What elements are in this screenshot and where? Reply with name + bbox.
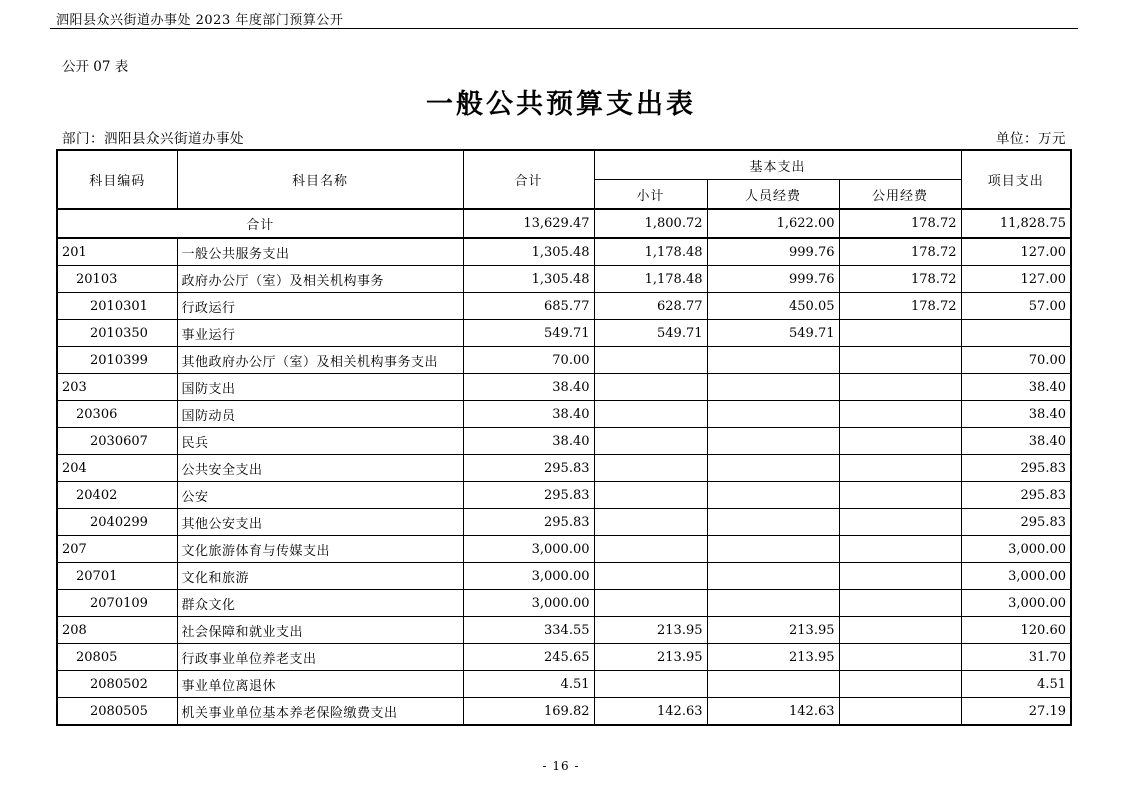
cell-personnel [707, 509, 839, 536]
subject-name: 公安 [177, 482, 463, 509]
col-header-project: 项目支出 [961, 150, 1071, 209]
cell-total: 295.83 [463, 482, 594, 509]
cell-public [839, 536, 961, 563]
cell-public [839, 617, 961, 644]
page-number: - 16 - [542, 759, 580, 773]
cell-subtotal: 1,178.48 [594, 238, 707, 266]
cell-total: 169.82 [463, 698, 594, 726]
subject-name: 民兵 [177, 428, 463, 455]
cell-project: 27.19 [961, 698, 1071, 726]
cell-public: 178.72 [839, 293, 961, 320]
subject-code: 208 [57, 617, 177, 644]
cell-project: 38.40 [961, 428, 1071, 455]
table-row [57, 320, 1071, 347]
cell-public [839, 320, 961, 347]
cell-personnel [707, 563, 839, 590]
cell-subtotal [594, 563, 707, 590]
col-header-basic: 基本支出 [594, 150, 961, 180]
header-rule [50, 28, 1078, 29]
cell-project: 31.70 [961, 644, 1071, 671]
cell-project: 38.40 [961, 401, 1071, 428]
subject-code: 20306 [57, 401, 177, 428]
cell-total: 4.51 [463, 671, 594, 698]
cell-public [839, 563, 961, 590]
subject-name: 社会保障和就业支出 [177, 617, 463, 644]
subject-code: 20402 [57, 482, 177, 509]
cell-project: 57.00 [961, 293, 1071, 320]
cell-total: 38.40 [463, 428, 594, 455]
cell-total: 70.00 [463, 347, 594, 374]
total-total: 13,629.47 [463, 209, 594, 238]
cell-subtotal [594, 401, 707, 428]
cell-total: 549.71 [463, 320, 594, 347]
col-header-total: 合计 [463, 150, 594, 209]
table-row [57, 266, 1071, 293]
subject-code: 20805 [57, 644, 177, 671]
cell-public [839, 590, 961, 617]
budget-table [56, 149, 1072, 726]
cell-subtotal [594, 482, 707, 509]
table-row [57, 536, 1071, 563]
table-row [57, 698, 1071, 726]
table-row [57, 428, 1071, 455]
cell-public [839, 509, 961, 536]
subject-code: 2010301 [57, 293, 177, 320]
cell-subtotal [594, 509, 707, 536]
cell-personnel: 213.95 [707, 617, 839, 644]
cell-total: 38.40 [463, 374, 594, 401]
subject-code: 20701 [57, 563, 177, 590]
subject-code: 203 [57, 374, 177, 401]
subject-code: 204 [57, 455, 177, 482]
document-header: 泗阳县众兴街道办事处 2023 年度部门预算公开 [56, 13, 344, 28]
table-row [57, 347, 1071, 374]
total-label: 合计 [57, 209, 463, 238]
cell-total: 295.83 [463, 455, 594, 482]
subject-name: 其他政府办公厅（室）及相关机构事务支出 [177, 347, 463, 374]
cell-personnel [707, 374, 839, 401]
cell-personnel: 142.63 [707, 698, 839, 726]
cell-personnel: 450.05 [707, 293, 839, 320]
cell-total: 3,000.00 [463, 590, 594, 617]
cell-project: 295.83 [961, 509, 1071, 536]
cell-total: 685.77 [463, 293, 594, 320]
cell-project: 295.83 [961, 482, 1071, 509]
col-header-code: 科目编码 [57, 150, 177, 209]
cell-personnel: 549.71 [707, 320, 839, 347]
cell-project: 3,000.00 [961, 590, 1071, 617]
total-personnel: 1,622.00 [707, 209, 839, 238]
total-row [57, 209, 1071, 238]
table-row [57, 509, 1071, 536]
cell-project: 3,000.00 [961, 563, 1071, 590]
cell-subtotal: 628.77 [594, 293, 707, 320]
table-row [57, 238, 1071, 266]
cell-project: 295.83 [961, 455, 1071, 482]
cell-subtotal: 142.63 [594, 698, 707, 726]
subject-code: 207 [57, 536, 177, 563]
subject-name: 事业运行 [177, 320, 463, 347]
table-row [57, 374, 1071, 401]
subject-name: 国防支出 [177, 374, 463, 401]
cell-subtotal [594, 374, 707, 401]
cell-subtotal [594, 536, 707, 563]
cell-subtotal [594, 428, 707, 455]
cell-project: 4.51 [961, 671, 1071, 698]
cell-total: 334.55 [463, 617, 594, 644]
cell-project: 38.40 [961, 374, 1071, 401]
subject-code: 201 [57, 238, 177, 266]
cell-public [839, 374, 961, 401]
table-row [57, 401, 1071, 428]
cell-personnel [707, 428, 839, 455]
table-row [57, 563, 1071, 590]
cell-total: 295.83 [463, 509, 594, 536]
cell-public [839, 698, 961, 726]
table-row [57, 590, 1071, 617]
table-row [57, 482, 1071, 509]
cell-personnel [707, 401, 839, 428]
cell-subtotal: 213.95 [594, 617, 707, 644]
cell-subtotal [594, 671, 707, 698]
cell-subtotal [594, 347, 707, 374]
cell-total: 3,000.00 [463, 563, 594, 590]
total-project: 11,828.75 [961, 209, 1071, 238]
cell-public: 178.72 [839, 266, 961, 293]
subject-code: 2080505 [57, 698, 177, 726]
cell-project: 70.00 [961, 347, 1071, 374]
subject-name: 群众文化 [177, 590, 463, 617]
subject-name: 政府办公厅（室）及相关机构事务 [177, 266, 463, 293]
cell-subtotal: 549.71 [594, 320, 707, 347]
table-number: 公开 07 表 [62, 59, 129, 75]
subject-name: 行政运行 [177, 293, 463, 320]
cell-subtotal: 1,178.48 [594, 266, 707, 293]
cell-public: 178.72 [839, 238, 961, 266]
department-label: 部门：泗阳县众兴街道办事处 [62, 131, 244, 147]
subject-name: 一般公共服务支出 [177, 238, 463, 266]
cell-total: 1,305.48 [463, 238, 594, 266]
subject-code: 20103 [57, 266, 177, 293]
cell-public [839, 455, 961, 482]
cell-personnel: 999.76 [707, 238, 839, 266]
cell-personnel [707, 671, 839, 698]
cell-personnel [707, 347, 839, 374]
col-header-personnel: 人员经费 [707, 180, 839, 210]
table-row [57, 293, 1071, 320]
table-row [57, 644, 1071, 671]
subject-name: 行政事业单位养老支出 [177, 644, 463, 671]
cell-public [839, 428, 961, 455]
total-subtotal: 1,800.72 [594, 209, 707, 238]
subject-name: 事业单位离退休 [177, 671, 463, 698]
subject-code: 2080502 [57, 671, 177, 698]
cell-personnel [707, 455, 839, 482]
cell-project: 3,000.00 [961, 536, 1071, 563]
subject-name: 其他公安支出 [177, 509, 463, 536]
cell-subtotal [594, 590, 707, 617]
subject-code: 2030607 [57, 428, 177, 455]
table-row [57, 671, 1071, 698]
unit-label: 单位：万元 [996, 131, 1066, 147]
cell-subtotal: 213.95 [594, 644, 707, 671]
col-header-name: 科目名称 [177, 150, 463, 209]
table-row [57, 455, 1071, 482]
cell-project: 120.60 [961, 617, 1071, 644]
subject-name: 国防动员 [177, 401, 463, 428]
cell-public [839, 347, 961, 374]
cell-personnel [707, 482, 839, 509]
cell-project [961, 320, 1071, 347]
col-header-public: 公用经费 [839, 180, 961, 210]
subject-name: 文化旅游体育与传媒支出 [177, 536, 463, 563]
subject-name: 机关事业单位基本养老保险缴费支出 [177, 698, 463, 726]
cell-public [839, 401, 961, 428]
cell-project: 127.00 [961, 266, 1071, 293]
subject-code: 2010399 [57, 347, 177, 374]
subject-code: 2040299 [57, 509, 177, 536]
table-row [57, 617, 1071, 644]
cell-public [839, 482, 961, 509]
cell-subtotal [594, 455, 707, 482]
cell-total: 3,000.00 [463, 536, 594, 563]
cell-public [839, 671, 961, 698]
cell-total: 245.65 [463, 644, 594, 671]
cell-project: 127.00 [961, 238, 1071, 266]
cell-personnel: 213.95 [707, 644, 839, 671]
cell-total: 38.40 [463, 401, 594, 428]
subject-name: 文化和旅游 [177, 563, 463, 590]
cell-personnel: 999.76 [707, 266, 839, 293]
subject-code: 2010350 [57, 320, 177, 347]
subject-name: 公共安全支出 [177, 455, 463, 482]
total-public: 178.72 [839, 209, 961, 238]
page-title: 一般公共预算支出表 [426, 89, 696, 120]
cell-personnel [707, 536, 839, 563]
cell-personnel [707, 590, 839, 617]
cell-public [839, 644, 961, 671]
subject-code: 2070109 [57, 590, 177, 617]
col-header-subtotal: 小计 [594, 180, 707, 210]
cell-total: 1,305.48 [463, 266, 594, 293]
